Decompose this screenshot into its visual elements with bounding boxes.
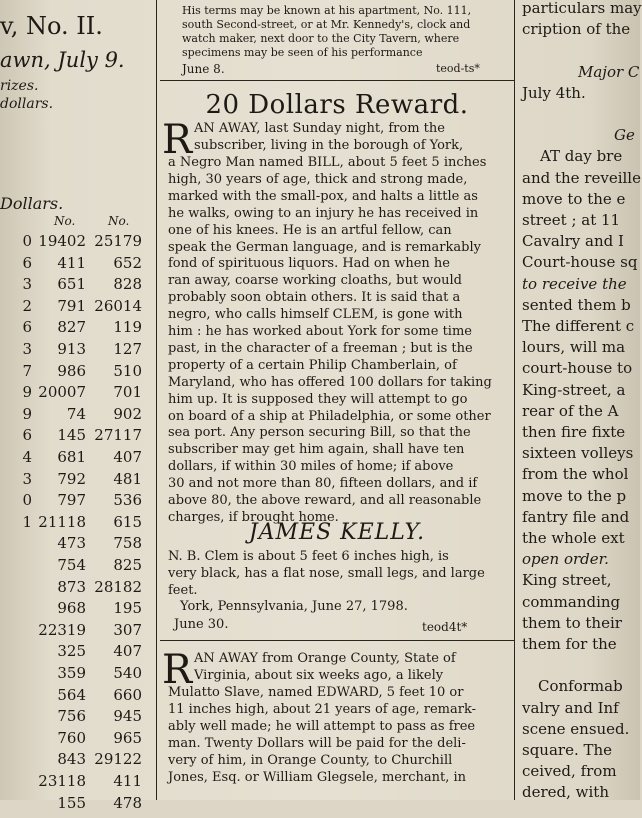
ad1-line: above 80, the above reward, and all reasonable: [168, 493, 482, 508]
ad1-line: on board of a ship at Philadelphia, or some other: [168, 408, 491, 424]
table-row: [0, 621, 150, 645]
table-cell: 3: [22, 469, 32, 488]
right-column-line: fantry file and: [522, 507, 630, 526]
table-col-header-2: No.: [108, 214, 130, 228]
ad2-dropcap: R: [162, 647, 193, 693]
masthead-date: awn, July 9.: [0, 48, 125, 72]
column-rule-left: [156, 0, 157, 800]
ad1-line: ran away, coarse working cloaths, but would: [168, 273, 462, 289]
table-cell: 155: [57, 793, 86, 812]
top-notice-date: June 8.: [182, 62, 225, 76]
table-cell: 26014: [94, 296, 142, 315]
table-row: [0, 664, 150, 688]
table-row: [0, 642, 150, 666]
right-column-line: and the reveille: [522, 168, 641, 187]
top-notice-line: specimens may be seen of his performance: [182, 46, 423, 59]
table-row: [0, 772, 150, 796]
ad2-line: Virginia, about six weeks ago, a likely: [194, 668, 444, 683]
table-cell: 510: [113, 361, 142, 380]
table-cell: 792: [57, 469, 86, 488]
table-row: [0, 340, 150, 364]
ad2-line: Jones, Esq. or William Glegsele, merchant, in: [168, 770, 467, 785]
table-row: [0, 729, 150, 753]
table-row: [0, 318, 150, 342]
table-cell: 478: [113, 793, 142, 812]
ad1-line: him up. It is supposed they will attempt to go: [168, 391, 468, 407]
ad1-line: one of his knees. He is an artful fellow, can: [168, 222, 452, 238]
table-row: [0, 686, 150, 710]
ad1-line: charges, if brought home.: [168, 509, 339, 525]
right-column-line: cription of the: [522, 20, 631, 39]
right-column-line: King street,: [522, 571, 612, 590]
ad1-line: subscriber may get him again, shall have ten: [168, 442, 465, 458]
table-cell: 0: [22, 232, 32, 250]
ad2-line: AN AWAY from Orange County, State of: [194, 651, 456, 666]
right-column-line: particulars may: [522, 0, 642, 17]
table-row: [0, 578, 150, 602]
ad1-mark: teod4t*: [422, 620, 468, 634]
ad1-line: fond of spirituous liquors. Had on when he: [168, 256, 450, 272]
right-column-line: commanding: [522, 592, 621, 611]
top-notice-line: south Second-street, or at Mr. Kennedy's, clock and: [182, 18, 471, 31]
reward-headline: 20 Dollars Reward.: [205, 90, 469, 120]
table-cell: 407: [113, 448, 142, 466]
right-column-line: The different c: [522, 317, 635, 335]
table-cell: 20007: [38, 383, 86, 402]
ad2-line: Mulatto Slave, named EDWARD, 5 feet 10 or: [168, 685, 464, 700]
ad1-line: speak the German language, and is remarkably: [168, 239, 481, 255]
table-cell: 760: [57, 728, 86, 747]
table-cell: 307: [113, 620, 142, 639]
table-cell: 651: [57, 275, 86, 294]
right-column-line: them to their: [522, 613, 622, 632]
table-cell: 9: [22, 383, 32, 402]
right-column-line: to receive the: [522, 274, 627, 293]
ad1-line: a Negro Man named BILL, about 5 feet 5 inches: [168, 155, 487, 170]
right-column-line: lours, will ma: [522, 338, 626, 357]
right-column-line: square. The: [522, 741, 613, 759]
table-cell: 195: [113, 599, 142, 618]
table-row: [0, 254, 150, 278]
right-column-line: move to the e: [522, 189, 626, 208]
table-cell: 902: [113, 404, 142, 423]
table-cell: 6: [22, 253, 32, 272]
table-cell: 965: [113, 728, 142, 747]
table-cell: 0: [22, 491, 32, 510]
table-cell: 536: [113, 491, 142, 510]
table-cell: 2: [22, 296, 32, 315]
ad1-line: him : he has worked about York for some time: [168, 324, 472, 339]
table-cell: 564: [57, 685, 86, 704]
table-row: [0, 426, 150, 450]
ad1-line: he walks, owing to an injury he has received in: [168, 205, 479, 221]
table-cell: 7: [22, 361, 32, 380]
right-column-line: Court-house sq: [522, 253, 638, 272]
right-column-line: from the whol: [522, 465, 629, 484]
table-cell: 828: [113, 275, 142, 294]
table-cell: 27117: [94, 426, 142, 445]
right-column-line: move to the p: [522, 486, 627, 505]
right-column-line: King-street, a: [522, 380, 626, 399]
table-row: [0, 362, 150, 386]
table-row: [0, 448, 150, 472]
ad1-line: marked with the small-pox, and halts a little as: [168, 188, 478, 204]
table-row: [0, 599, 150, 623]
table-title: Dollars.: [0, 194, 64, 213]
table-row: [0, 491, 150, 515]
table-cell: 615: [113, 512, 142, 531]
center-column-advertisements: [160, 0, 514, 800]
table-cell: 127: [113, 340, 142, 358]
table-cell: 681: [57, 448, 86, 466]
table-cell: 411: [113, 772, 142, 790]
ad1-line: sea port. Any person securing Bill, so that the: [168, 425, 471, 441]
right-column-line: court-house to: [522, 359, 633, 378]
left-column-lottery-table: [0, 0, 154, 812]
table-cell: 913: [57, 340, 86, 358]
table-cell: 145: [57, 426, 86, 445]
ad1-line: property of a certain Philip Chamberlain, of: [168, 357, 457, 373]
ad1-dateline: York, Pennsylvania, June 27, 1798.: [180, 599, 408, 614]
nb-line: N. B. Clem is about 5 feet 6 inches high, is: [168, 549, 449, 564]
nb-line: very black, has a flat nose, small legs, and large: [168, 566, 485, 581]
right-column-line: scene ensued.: [522, 719, 630, 738]
ad1-line: past, in the character of a freeman ; but is the: [168, 340, 473, 356]
column-rule-right: [514, 0, 515, 800]
table-cell: 359: [57, 664, 86, 682]
table-cell: 119: [113, 318, 142, 337]
right-column-line: street ; at 11: [522, 211, 621, 229]
ad1-line: Maryland, who has offered 100 dollars for taking: [168, 374, 492, 390]
table-cell: 481: [113, 469, 142, 488]
top-notice-line: His terms may be known at his apartment, No. 111,: [182, 4, 472, 17]
ad2-line: very of him, in Orange County, to Churchill: [168, 753, 453, 768]
ad2-line: man. Twenty Dollars will be paid for the deli-: [168, 736, 466, 751]
table-cell: 968: [57, 599, 86, 618]
ad1-line: negro, who calls himself CLEM, is gone with: [168, 307, 463, 323]
table-cell: 4: [22, 448, 32, 466]
top-notice-mark: teod-ts*: [436, 62, 480, 75]
right-column-line: Cavalry and I: [522, 232, 624, 251]
right-column-line: open order.: [522, 550, 609, 569]
right-column-line: July 4th.: [522, 83, 586, 102]
right-column-line: dered, with: [522, 783, 609, 802]
ad2-line: ably well made; he will attempt to pass as free: [168, 719, 476, 734]
masthead-issue: v, No. II.: [0, 12, 103, 40]
table-cell: 19402: [38, 232, 86, 250]
right-column-line: Conformab: [538, 677, 623, 696]
ad1-line: high, 30 years of age, thick and strong made,: [168, 171, 468, 187]
right-column-line: sixteen volleys: [522, 444, 634, 463]
right-column-line: sented them b: [522, 295, 631, 314]
table-cell: 325: [57, 642, 86, 661]
right-column-line: ceived, from: [522, 762, 617, 781]
table-cell: 411: [57, 253, 86, 272]
right-column-line: then fire fixte: [522, 423, 626, 441]
table-cell: 21118: [38, 512, 86, 531]
table-row: [0, 275, 150, 299]
ad1-line: dollars, if within 30 miles of home; if above: [168, 459, 454, 475]
table-row: [0, 297, 150, 321]
table-cell: 28182: [94, 577, 142, 596]
table-cell: 3: [22, 340, 32, 358]
masthead-line-3: rizes.: [0, 78, 39, 94]
table-cell: 660: [113, 685, 142, 704]
table-cell: 9: [22, 404, 32, 423]
table-row: [0, 470, 150, 494]
table-cell: 6: [22, 426, 32, 445]
table-cell: 23118: [38, 772, 86, 790]
ad1-line: 30 and not more than 80, fifteen dollars, and if: [168, 476, 478, 492]
table-row: [0, 513, 150, 537]
table-cell: 756: [57, 707, 86, 726]
table-cell: 407: [113, 642, 142, 661]
table-cell: 758: [113, 534, 142, 553]
right-column-line: them for the: [522, 635, 617, 653]
ad1-dropcap: R: [162, 117, 193, 163]
right-column-line: valry and Inf: [522, 698, 619, 717]
table-cell: 74: [66, 404, 86, 423]
table-row: [0, 232, 150, 256]
right-column-line: Ge: [614, 126, 635, 145]
table-cell: 473: [57, 534, 86, 553]
right-column-line: the whole ext: [522, 529, 625, 547]
table-cell: 1: [22, 512, 32, 531]
table-row: [0, 707, 150, 731]
table-cell: 827: [57, 318, 86, 337]
table-cell: 3: [22, 275, 32, 294]
table-cell: 29122: [94, 750, 142, 769]
table-row: [0, 794, 150, 818]
table-cell: 6: [22, 318, 32, 337]
table-row: [0, 556, 150, 580]
right-column-line: AT day bre: [540, 147, 623, 166]
ad1-date: June 30.: [174, 617, 229, 632]
ad1-line: AN AWAY, last Sunday night, from the: [194, 121, 445, 136]
ad1-line: probably soon obtain others. It is said that a: [168, 290, 461, 306]
table-cell: 791: [57, 296, 86, 315]
table-cell: 652: [113, 253, 142, 272]
table-row: [0, 750, 150, 774]
table-cell: 25179: [94, 232, 142, 250]
ad1-signature: JAMES KELLY.: [248, 520, 426, 545]
table-cell: 22319: [38, 620, 86, 639]
masthead-line-4: dollars.: [0, 96, 54, 112]
right-column-line: Major C: [578, 62, 640, 81]
table-cell: 945: [113, 707, 142, 726]
table-row: [0, 405, 150, 429]
table-cell: 701: [113, 383, 142, 402]
table-cell: 825: [113, 556, 142, 574]
table-row: [0, 383, 150, 407]
divider-mid: [160, 640, 514, 641]
ad2-line: 11 inches high, about 21 years of age, remark-: [168, 702, 476, 717]
table-row: [0, 534, 150, 558]
top-notice-line: watch maker, next door to the City Tavern, where: [182, 32, 460, 45]
nb-line: feet.: [168, 583, 198, 598]
table-cell: 754: [57, 556, 86, 574]
divider-top: [160, 80, 514, 81]
table-col-header-1: No.: [54, 214, 76, 228]
table-cell: 843: [57, 750, 86, 769]
ad1-line: subscriber, living in the borough of York,: [194, 138, 464, 153]
table-cell: 986: [57, 361, 86, 380]
right-column-line: rear of the A: [522, 401, 619, 420]
table-cell: 797: [57, 491, 86, 510]
table-cell: 540: [113, 664, 142, 682]
table-cell: 873: [57, 577, 86, 596]
right-column-article: [518, 0, 640, 800]
